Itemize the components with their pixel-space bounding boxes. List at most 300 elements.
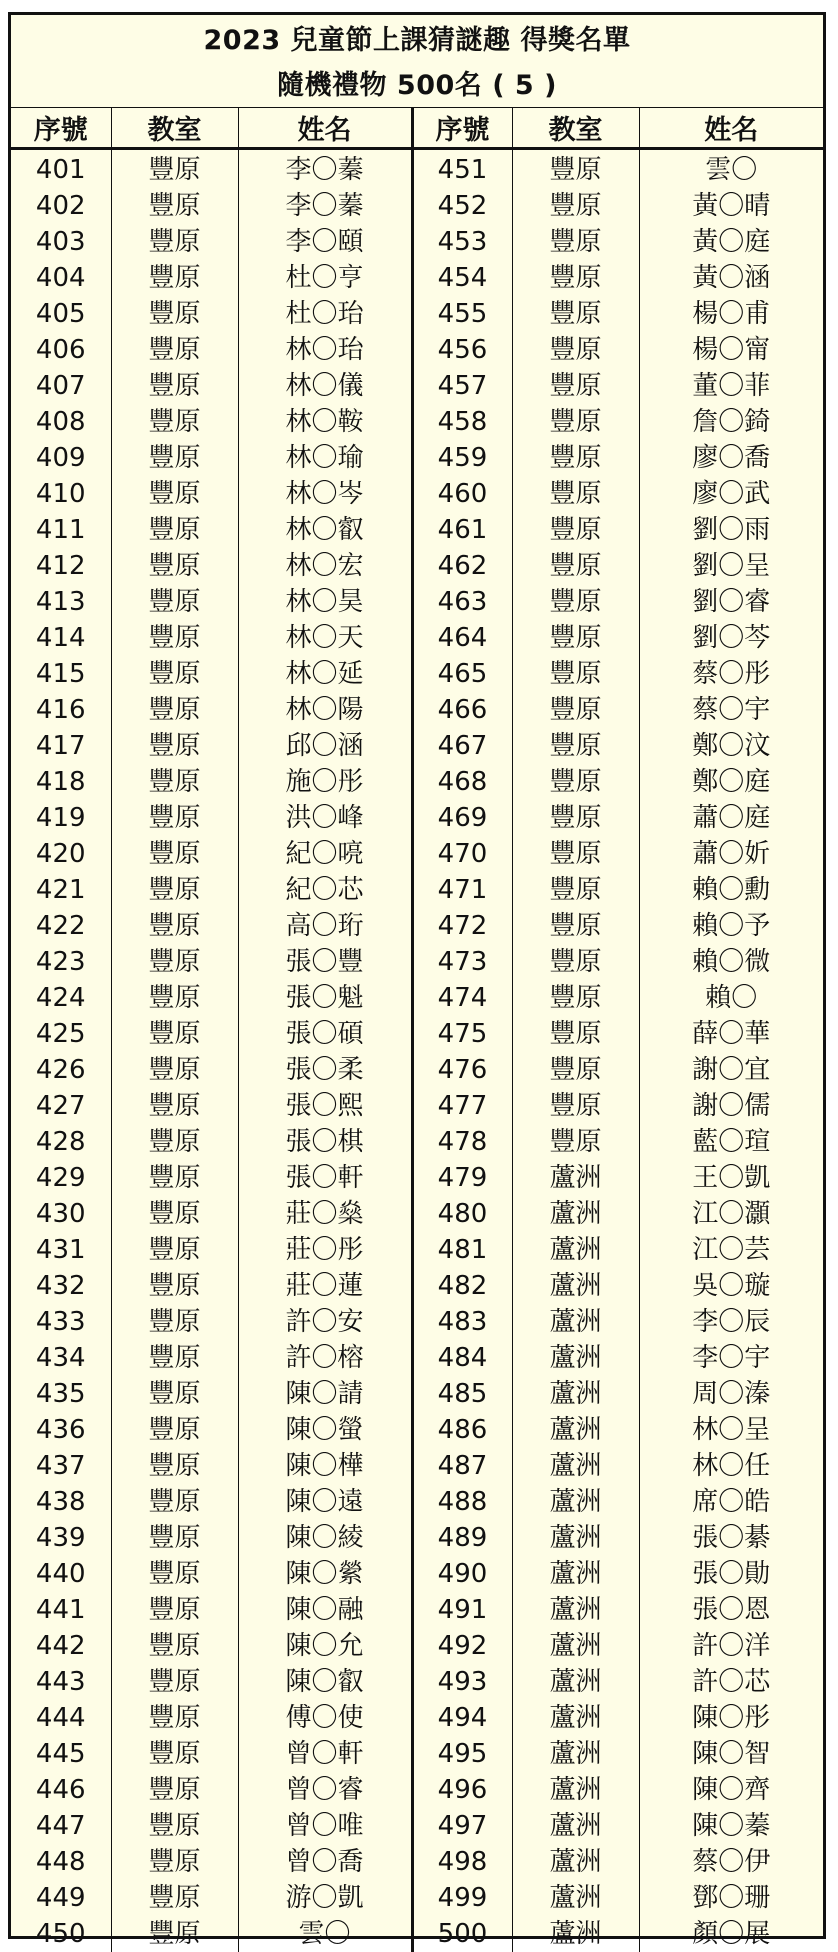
- cell-name-right: 劉〇睿: [639, 584, 823, 620]
- cell-name-right: 詹〇錡: [639, 404, 823, 440]
- cell-seq-right: 462: [412, 548, 512, 584]
- cell-seq-left: 412: [11, 548, 111, 584]
- cell-room-right: 豐原: [512, 1088, 639, 1124]
- table-row: [11, 224, 823, 260]
- table-row: [11, 584, 823, 620]
- cell-name-left: 紀〇芯: [238, 872, 412, 908]
- table-row: [11, 1664, 823, 1700]
- table-row: [11, 1880, 823, 1916]
- cell-seq-right: 492: [412, 1628, 512, 1664]
- cell-room-left: 豐原: [111, 656, 238, 692]
- cell-room-right: 豐原: [512, 368, 639, 404]
- cell-room-left: 豐原: [111, 1268, 238, 1304]
- cell-name-right: 鄧〇珊: [639, 1880, 823, 1916]
- cell-seq-left: 431: [11, 1232, 111, 1268]
- cell-name-left: 林〇瑜: [238, 440, 412, 476]
- cell-name-left: 曾〇睿: [238, 1772, 412, 1808]
- cell-name-right: 賴〇微: [639, 944, 823, 980]
- cell-room-left: 豐原: [111, 1484, 238, 1520]
- table-row: [11, 1808, 823, 1844]
- cell-name-left: 林〇岑: [238, 476, 412, 512]
- cell-name-left: 陳〇螢: [238, 1412, 412, 1448]
- cell-room-right: 蘆洲: [512, 1304, 639, 1340]
- cell-seq-right: 460: [412, 476, 512, 512]
- cell-seq-left: 428: [11, 1124, 111, 1160]
- cell-room-right: 豐原: [512, 980, 639, 1016]
- cell-seq-left: 433: [11, 1304, 111, 1340]
- table-row: [11, 1556, 823, 1592]
- cell-name-right: 蕭〇庭: [639, 800, 823, 836]
- cell-name-left: 張〇豐: [238, 944, 412, 980]
- cell-seq-right: 488: [412, 1484, 512, 1520]
- cell-seq-right: 496: [412, 1772, 512, 1808]
- cell-name-left: 傅〇使: [238, 1700, 412, 1736]
- header-room-left: 教室: [111, 108, 238, 149]
- cell-seq-right: 484: [412, 1340, 512, 1376]
- cell-seq-right: 457: [412, 368, 512, 404]
- cell-seq-right: 451: [412, 149, 512, 189]
- winners-table-body: [11, 149, 823, 1952]
- cell-seq-left: 404: [11, 260, 111, 296]
- table-row: [11, 1916, 823, 1952]
- table-row: [11, 872, 823, 908]
- table-row: [11, 332, 823, 368]
- cell-name-right: 蔡〇彤: [639, 656, 823, 692]
- cell-room-right: 豐原: [512, 584, 639, 620]
- cell-name-right: 賴〇予: [639, 908, 823, 944]
- cell-name-left: 李〇蓁: [238, 188, 412, 224]
- cell-name-right: 陳〇彤: [639, 1700, 823, 1736]
- table-row: [11, 944, 823, 980]
- cell-room-right: 豐原: [512, 800, 639, 836]
- cell-seq-left: 403: [11, 224, 111, 260]
- cell-seq-right: 471: [412, 872, 512, 908]
- cell-room-right: 蘆洲: [512, 1700, 639, 1736]
- cell-seq-right: 482: [412, 1268, 512, 1304]
- cell-seq-right: 485: [412, 1376, 512, 1412]
- cell-room-left: 豐原: [111, 1448, 238, 1484]
- cell-room-right: 豐原: [512, 1016, 639, 1052]
- table-row: [11, 1412, 823, 1448]
- cell-seq-right: 490: [412, 1556, 512, 1592]
- cell-name-right: 劉〇呈: [639, 548, 823, 584]
- cell-room-right: 豐原: [512, 260, 639, 296]
- table-row: [11, 764, 823, 800]
- table-row: [11, 1196, 823, 1232]
- cell-seq-right: 497: [412, 1808, 512, 1844]
- cell-room-left: 豐原: [111, 1376, 238, 1412]
- cell-name-left: 陳〇請: [238, 1376, 412, 1412]
- cell-room-left: 豐原: [111, 764, 238, 800]
- cell-room-right: 蘆洲: [512, 1736, 639, 1772]
- cell-room-left: 豐原: [111, 1340, 238, 1376]
- cell-seq-right: 481: [412, 1232, 512, 1268]
- cell-name-left: 陳〇叡: [238, 1664, 412, 1700]
- cell-room-right: 豐原: [512, 296, 639, 332]
- cell-room-right: 蘆洲: [512, 1196, 639, 1232]
- table-row: [11, 149, 823, 189]
- table-row: [11, 404, 823, 440]
- cell-seq-left: 422: [11, 908, 111, 944]
- table-row: [11, 1340, 823, 1376]
- cell-room-right: 豐原: [512, 908, 639, 944]
- cell-seq-right: 455: [412, 296, 512, 332]
- cell-name-left: 施〇彤: [238, 764, 412, 800]
- table-row: [11, 1160, 823, 1196]
- cell-room-right: 豐原: [512, 548, 639, 584]
- cell-room-left: 豐原: [111, 1700, 238, 1736]
- table-row: [11, 1124, 823, 1160]
- cell-room-right: 豐原: [512, 149, 639, 189]
- table-row: [11, 1016, 823, 1052]
- cell-seq-right: 500: [412, 1916, 512, 1952]
- cell-room-left: 豐原: [111, 728, 238, 764]
- cell-room-right: 蘆洲: [512, 1556, 639, 1592]
- header-seq-right: 序號: [412, 108, 512, 149]
- cell-seq-right: 491: [412, 1592, 512, 1628]
- cell-seq-left: 432: [11, 1268, 111, 1304]
- cell-room-right: 蘆洲: [512, 1340, 639, 1376]
- header-seq-left: 序號: [11, 108, 111, 149]
- cell-room-right: 蘆洲: [512, 1160, 639, 1196]
- cell-name-right: 陳〇蓁: [639, 1808, 823, 1844]
- header-name-left: 姓名: [238, 108, 412, 149]
- table-row: [11, 836, 823, 872]
- cell-room-right: 豐原: [512, 1124, 639, 1160]
- cell-room-right: 豐原: [512, 656, 639, 692]
- cell-name-right: 林〇任: [639, 1448, 823, 1484]
- table-row: [11, 800, 823, 836]
- cell-room-left: 豐原: [111, 1592, 238, 1628]
- cell-room-left: 豐原: [111, 1196, 238, 1232]
- cell-name-right: 陳〇齊: [639, 1772, 823, 1808]
- cell-name-left: 陳〇融: [238, 1592, 412, 1628]
- winners-list-sheet: [8, 12, 826, 1939]
- cell-name-left: 高〇珩: [238, 908, 412, 944]
- cell-seq-right: 469: [412, 800, 512, 836]
- cell-room-right: 豐原: [512, 440, 639, 476]
- cell-seq-right: 468: [412, 764, 512, 800]
- cell-name-right: 劉〇雨: [639, 512, 823, 548]
- cell-name-right: 張〇勛: [639, 1556, 823, 1592]
- cell-name-right: 劉〇芩: [639, 620, 823, 656]
- cell-name-left: 許〇安: [238, 1304, 412, 1340]
- cell-seq-left: 446: [11, 1772, 111, 1808]
- cell-seq-right: 480: [412, 1196, 512, 1232]
- cell-name-left: 張〇柔: [238, 1052, 412, 1088]
- cell-seq-left: 425: [11, 1016, 111, 1052]
- table-row: [11, 1736, 823, 1772]
- cell-name-left: 杜〇亨: [238, 260, 412, 296]
- cell-seq-left: 444: [11, 1700, 111, 1736]
- cell-room-right: 蘆洲: [512, 1448, 639, 1484]
- cell-seq-left: 411: [11, 512, 111, 548]
- cell-name-right: 鄭〇庭: [639, 764, 823, 800]
- cell-name-right: 席〇皓: [639, 1484, 823, 1520]
- cell-name-right: 藍〇瑄: [639, 1124, 823, 1160]
- cell-room-left: 豐原: [111, 296, 238, 332]
- cell-name-right: 張〇綦: [639, 1520, 823, 1556]
- cell-name-left: 曾〇唯: [238, 1808, 412, 1844]
- cell-seq-left: 424: [11, 980, 111, 1016]
- cell-seq-left: 436: [11, 1412, 111, 1448]
- cell-name-right: 周〇溱: [639, 1376, 823, 1412]
- title-block: [11, 15, 823, 108]
- cell-seq-left: 427: [11, 1088, 111, 1124]
- table-row: [11, 620, 823, 656]
- cell-room-left: 豐原: [111, 512, 238, 548]
- cell-name-right: 王〇凱: [639, 1160, 823, 1196]
- cell-name-right: 吳〇璇: [639, 1268, 823, 1304]
- cell-room-left: 豐原: [111, 1880, 238, 1916]
- cell-name-left: 陳〇遠: [238, 1484, 412, 1520]
- cell-name-right: 廖〇武: [639, 476, 823, 512]
- cell-room-left: 豐原: [111, 584, 238, 620]
- cell-room-right: 豐原: [512, 188, 639, 224]
- table-row: [11, 1448, 823, 1484]
- cell-seq-left: 406: [11, 332, 111, 368]
- table-row: [11, 1592, 823, 1628]
- cell-name-right: 楊〇甯: [639, 332, 823, 368]
- cell-room-right: 蘆洲: [512, 1844, 639, 1880]
- cell-name-right: 蔡〇伊: [639, 1844, 823, 1880]
- cell-name-right: 蔡〇宇: [639, 692, 823, 728]
- cell-seq-left: 408: [11, 404, 111, 440]
- cell-room-left: 豐原: [111, 1808, 238, 1844]
- cell-room-left: 豐原: [111, 1520, 238, 1556]
- table-row: [11, 1088, 823, 1124]
- cell-name-right: 賴〇: [639, 980, 823, 1016]
- cell-name-left: 紀〇喨: [238, 836, 412, 872]
- cell-name-left: 杜〇珆: [238, 296, 412, 332]
- cell-seq-right: 461: [412, 512, 512, 548]
- cell-seq-right: 464: [412, 620, 512, 656]
- cell-seq-right: 473: [412, 944, 512, 980]
- table-row: [11, 1844, 823, 1880]
- cell-seq-left: 448: [11, 1844, 111, 1880]
- cell-seq-left: 409: [11, 440, 111, 476]
- cell-seq-left: 438: [11, 1484, 111, 1520]
- cell-room-left: 豐原: [111, 1844, 238, 1880]
- cell-room-left: 豐原: [111, 944, 238, 980]
- table-row: [11, 260, 823, 296]
- table-row: [11, 980, 823, 1016]
- cell-room-right: 蘆洲: [512, 1772, 639, 1808]
- cell-seq-right: 489: [412, 1520, 512, 1556]
- table-row: [11, 1484, 823, 1520]
- cell-seq-right: 459: [412, 440, 512, 476]
- cell-room-left: 豐原: [111, 1556, 238, 1592]
- cell-name-left: 莊〇蓮: [238, 1268, 412, 1304]
- cell-room-left: 豐原: [111, 188, 238, 224]
- cell-seq-right: 452: [412, 188, 512, 224]
- cell-seq-right: 466: [412, 692, 512, 728]
- cell-name-left: 許〇榕: [238, 1340, 412, 1376]
- cell-seq-right: 486: [412, 1412, 512, 1448]
- cell-name-left: 張〇軒: [238, 1160, 412, 1196]
- cell-seq-left: 416: [11, 692, 111, 728]
- cell-name-right: 張〇恩: [639, 1592, 823, 1628]
- cell-room-right: 豐原: [512, 620, 639, 656]
- cell-seq-left: 407: [11, 368, 111, 404]
- cell-room-right: 蘆洲: [512, 1232, 639, 1268]
- table-row: [11, 1772, 823, 1808]
- cell-name-right: 黃〇晴: [639, 188, 823, 224]
- cell-seq-left: 423: [11, 944, 111, 980]
- cell-seq-left: 401: [11, 149, 111, 189]
- cell-room-right: 豐原: [512, 476, 639, 512]
- cell-name-right: 薛〇華: [639, 1016, 823, 1052]
- cell-name-left: 曾〇喬: [238, 1844, 412, 1880]
- cell-room-right: 豐原: [512, 404, 639, 440]
- cell-name-right: 鄭〇汶: [639, 728, 823, 764]
- cell-seq-right: 470: [412, 836, 512, 872]
- cell-room-right: 蘆洲: [512, 1592, 639, 1628]
- cell-name-left: 林〇儀: [238, 368, 412, 404]
- cell-room-right: 蘆洲: [512, 1916, 639, 1952]
- cell-seq-left: 410: [11, 476, 111, 512]
- cell-name-right: 蕭〇妡: [639, 836, 823, 872]
- cell-seq-left: 449: [11, 1880, 111, 1916]
- cell-room-right: 豐原: [512, 836, 639, 872]
- cell-room-left: 豐原: [111, 1628, 238, 1664]
- cell-name-left: 邱〇涵: [238, 728, 412, 764]
- cell-room-left: 豐原: [111, 1052, 238, 1088]
- cell-seq-left: 402: [11, 188, 111, 224]
- cell-name-left: 林〇延: [238, 656, 412, 692]
- cell-room-left: 豐原: [111, 1412, 238, 1448]
- cell-seq-left: 414: [11, 620, 111, 656]
- cell-name-right: 許〇芯: [639, 1664, 823, 1700]
- cell-seq-left: 434: [11, 1340, 111, 1376]
- cell-seq-left: 443: [11, 1664, 111, 1700]
- table-row: [11, 1628, 823, 1664]
- cell-name-left: 張〇魁: [238, 980, 412, 1016]
- table-row: [11, 1232, 823, 1268]
- cell-room-left: 豐原: [111, 548, 238, 584]
- cell-room-left: 豐原: [111, 1016, 238, 1052]
- cell-seq-right: 475: [412, 1016, 512, 1052]
- cell-seq-right: 499: [412, 1880, 512, 1916]
- cell-name-right: 黃〇庭: [639, 224, 823, 260]
- cell-name-left: 曾〇軒: [238, 1736, 412, 1772]
- cell-room-left: 豐原: [111, 836, 238, 872]
- cell-room-left: 豐原: [111, 1124, 238, 1160]
- table-row: [11, 1304, 823, 1340]
- cell-name-right: 謝〇儒: [639, 1088, 823, 1124]
- cell-room-left: 豐原: [111, 908, 238, 944]
- cell-name-right: 雲〇: [639, 149, 823, 189]
- cell-seq-left: 415: [11, 656, 111, 692]
- cell-name-right: 陳〇智: [639, 1736, 823, 1772]
- cell-room-right: 豐原: [512, 764, 639, 800]
- cell-room-left: 豐原: [111, 440, 238, 476]
- cell-name-left: 張〇棋: [238, 1124, 412, 1160]
- cell-seq-right: 476: [412, 1052, 512, 1088]
- table-row: [11, 1268, 823, 1304]
- cell-name-left: 林〇珆: [238, 332, 412, 368]
- table-row: [11, 908, 823, 944]
- cell-name-left: 莊〇彤: [238, 1232, 412, 1268]
- table-row: [11, 296, 823, 332]
- cell-name-left: 陳〇樺: [238, 1448, 412, 1484]
- cell-name-left: 陳〇縈: [238, 1556, 412, 1592]
- cell-seq-right: 463: [412, 584, 512, 620]
- cell-room-right: 豐原: [512, 224, 639, 260]
- cell-room-left: 豐原: [111, 368, 238, 404]
- cell-name-right: 李〇宇: [639, 1340, 823, 1376]
- cell-seq-right: 458: [412, 404, 512, 440]
- cell-seq-right: 495: [412, 1736, 512, 1772]
- cell-room-right: 蘆洲: [512, 1664, 639, 1700]
- table-row: [11, 1052, 823, 1088]
- cell-room-left: 豐原: [111, 692, 238, 728]
- table-row: [11, 728, 823, 764]
- cell-room-right: 豐原: [512, 1052, 639, 1088]
- cell-room-left: 豐原: [111, 1304, 238, 1340]
- cell-seq-left: 429: [11, 1160, 111, 1196]
- cell-room-right: 豐原: [512, 692, 639, 728]
- cell-name-left: 林〇天: [238, 620, 412, 656]
- cell-room-right: 蘆洲: [512, 1412, 639, 1448]
- cell-name-right: 楊〇甫: [639, 296, 823, 332]
- cell-seq-right: 483: [412, 1304, 512, 1340]
- cell-seq-left: 435: [11, 1376, 111, 1412]
- cell-seq-right: 474: [412, 980, 512, 1016]
- table-row: [11, 368, 823, 404]
- cell-name-left: 洪〇峰: [238, 800, 412, 836]
- cell-room-left: 豐原: [111, 404, 238, 440]
- cell-room-left: 豐原: [111, 149, 238, 189]
- header-name-right: 姓名: [639, 108, 823, 149]
- cell-name-right: 廖〇喬: [639, 440, 823, 476]
- cell-seq-left: 405: [11, 296, 111, 332]
- cell-seq-right: 494: [412, 1700, 512, 1736]
- cell-room-right: 蘆洲: [512, 1628, 639, 1664]
- cell-seq-left: 441: [11, 1592, 111, 1628]
- cell-room-left: 豐原: [111, 1916, 238, 1952]
- cell-room-left: 豐原: [111, 1160, 238, 1196]
- cell-room-left: 豐原: [111, 1088, 238, 1124]
- cell-room-left: 豐原: [111, 1664, 238, 1700]
- cell-seq-left: 447: [11, 1808, 111, 1844]
- cell-name-right: 董〇菲: [639, 368, 823, 404]
- cell-seq-right: 465: [412, 656, 512, 692]
- table-row: [11, 512, 823, 548]
- cell-name-right: 李〇辰: [639, 1304, 823, 1340]
- table-row: [11, 656, 823, 692]
- cell-room-right: 蘆洲: [512, 1268, 639, 1304]
- cell-room-right: 蘆洲: [512, 1520, 639, 1556]
- cell-seq-left: 440: [11, 1556, 111, 1592]
- cell-room-right: 豐原: [512, 512, 639, 548]
- cell-name-right: 林〇呈: [639, 1412, 823, 1448]
- cell-seq-right: 472: [412, 908, 512, 944]
- cell-seq-right: 453: [412, 224, 512, 260]
- cell-seq-right: 467: [412, 728, 512, 764]
- cell-seq-left: 421: [11, 872, 111, 908]
- cell-room-right: 蘆洲: [512, 1808, 639, 1844]
- table-row: [11, 692, 823, 728]
- cell-seq-left: 437: [11, 1448, 111, 1484]
- cell-name-left: 李〇頤: [238, 224, 412, 260]
- cell-name-right: 江〇芸: [639, 1232, 823, 1268]
- cell-seq-left: 419: [11, 800, 111, 836]
- cell-room-right: 豐原: [512, 872, 639, 908]
- cell-seq-right: 498: [412, 1844, 512, 1880]
- cell-room-left: 豐原: [111, 620, 238, 656]
- cell-name-left: 張〇碩: [238, 1016, 412, 1052]
